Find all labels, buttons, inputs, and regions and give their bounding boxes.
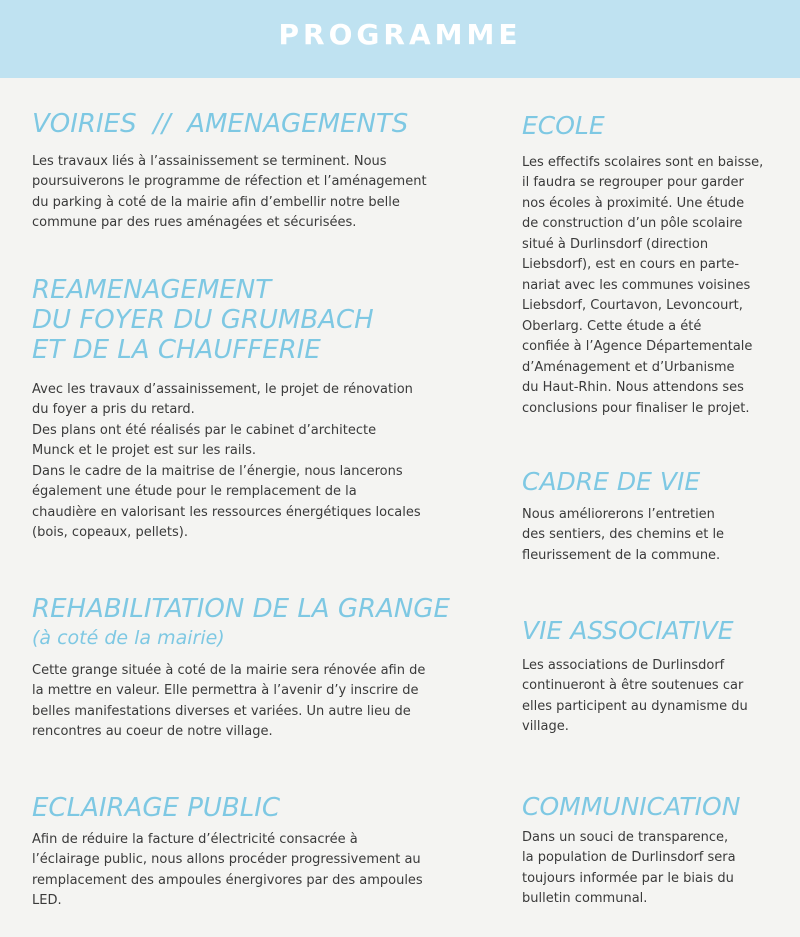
section-communication-body: Dans un souci de transparence, la population de Durlinsdorf sera toujours informée par le biais du bulletin communal. bbox=[522, 829, 736, 907]
section-grange-title: REHABILITATION DE LA GRANGE bbox=[32, 594, 450, 624]
section-ecole-title: ECOLE bbox=[522, 111, 605, 140]
section-foyer bbox=[32, 276, 482, 544]
section-grange-body: Cette grange située à coté de la mairie sera rénovée afin de la mettre en valeur. Elle permettra à l’avenir d’y inscrire de belles manifestations diverses et variées. Un autre lieu de rencontres au coeur de notre village. bbox=[32, 662, 426, 740]
section-foyer-body: Avec les travaux d’assainissement, le projet de rénovation du foyer a pris du retard. Des plans ont été réalisés par le cabinet d’architecte Munck et le projet est sur les rails. Dans le cadre de la maitrise de l’énergie, nous lancerons également une étude pour le remplacement de la chaudière en valorisant les ressources énergétiques locales (bois, copeaux, pellets). bbox=[32, 381, 421, 541]
section-associative bbox=[522, 617, 792, 738]
section-cadre bbox=[522, 468, 792, 566]
section-eclairage bbox=[32, 794, 482, 912]
section-cadre-title: CADRE DE VIE bbox=[522, 467, 701, 496]
section-ecole bbox=[522, 112, 792, 419]
section-communication bbox=[522, 793, 797, 910]
section-eclairage-body: Afin de réduire la facture d’électricité consacrée à l’éclairage public, nous allons procéder progressivement au remplacement des ampoules énergivores par des ampoules LED. bbox=[32, 831, 423, 909]
section-voiries bbox=[32, 110, 482, 234]
section-foyer-title: REAMENAGEMENT DU FOYER DU GRUMBACH ET DE LA CHAUFFERIE bbox=[32, 275, 374, 365]
section-cadre-body: Nous améliorerons l’entretien des sentiers, des chemins et le fleurissement de la commune. bbox=[522, 506, 725, 563]
section-eclairage-title: ECLAIRAGE PUBLIC bbox=[32, 793, 281, 823]
section-associative-title: VIE ASSOCIATIVE bbox=[522, 616, 734, 645]
section-ecole-body: Les effectifs scolaires sont en baisse, il faudra se regrouper pour garder nos écoles à proximité. Une étude de construction d’un pôle scolaire situé à Durlinsdorf (direction Liebsdorf), est en cours en parte- nariat avec les communes voisines Liebsdorf, Courtavon, Levoncourt, Oberlarg. Cette étude a été confiée à l’Agence Départementale d’Aménagement et d’Urbanisme du Haut-Rhin. Nous attendons ses conclusions pour finaliser le projet. bbox=[522, 154, 764, 416]
page-title: PROGRAMME bbox=[278, 18, 522, 51]
section-voiries-body: Les travaux liés à l’assainissement se terminent. Nous poursuiverons le programme de réfection et l’aménagement du parking à coté de la mairie afin d’embellir notre belle commune par des rues aménagées et sécurisées. bbox=[32, 153, 427, 231]
section-grange bbox=[32, 595, 492, 743]
section-voiries-title: VOIRIES // AMENAGEMENTS bbox=[32, 109, 409, 139]
section-communication-title: COMMUNICATION bbox=[522, 792, 741, 821]
section-associative-body: Les associations de Durlinsdorf continueront à être soutenues car elles participent au dynamisme du village. bbox=[522, 657, 748, 735]
section-grange-subtitle: (à coté de la mairie) bbox=[32, 626, 225, 649]
header-banner bbox=[0, 0, 800, 78]
